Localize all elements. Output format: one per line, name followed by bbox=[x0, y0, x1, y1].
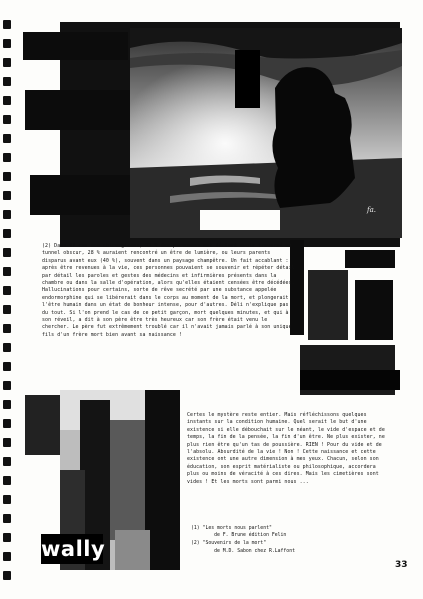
binding-hole bbox=[3, 305, 11, 314]
footnote-line: de F. Brune édition Felin bbox=[191, 533, 287, 538]
binding-hole bbox=[3, 229, 11, 238]
binding-hole bbox=[3, 552, 11, 561]
binding-hole bbox=[3, 77, 11, 86]
collage-black-block bbox=[355, 280, 393, 340]
page-number: 33 bbox=[395, 560, 408, 570]
binding-hole bbox=[3, 172, 11, 181]
binding-hole bbox=[3, 514, 11, 523]
collage-black-block bbox=[300, 370, 400, 390]
collage-black-block bbox=[308, 270, 348, 340]
sunset-sea-photo bbox=[130, 28, 402, 238]
binding-hole bbox=[3, 248, 11, 257]
author-name-label: wally bbox=[41, 534, 103, 564]
binding-hole bbox=[3, 39, 11, 48]
collage-black-block bbox=[23, 32, 128, 60]
binding-hole bbox=[3, 362, 11, 371]
collage-white-strip bbox=[200, 210, 280, 230]
binding-hole bbox=[3, 324, 11, 333]
footnote-line: (1) "Les morts nous parlent" bbox=[191, 526, 272, 531]
binding-hole bbox=[3, 495, 11, 504]
artist-signature: fa. bbox=[367, 206, 376, 214]
binding-hole bbox=[3, 343, 11, 352]
binding-hole bbox=[3, 134, 11, 143]
binding-hole bbox=[3, 20, 11, 29]
binding-hole bbox=[3, 533, 11, 542]
collage-black-block bbox=[345, 250, 395, 268]
binding-hole bbox=[3, 457, 11, 466]
binding-hole bbox=[3, 210, 11, 219]
article-paragraph-1: (2) Dans 61 cas non chirurgicaux, 23 % des personnes ont déclaré avoir traversé un tunnel obscur, 28 % auraient rencontré un être de lumière, ou leurs parents disparus avant eux (40 %), souvent dans un paysage champêtre. Un fait accablant : après être revenues à la vie, ces personnes pouvaient se souvenir et répéter détail par détail les paroles et gestes des médecins et infirmières présents dans la chambre ou dans la salle d'opération, alors qu'elles étaient censées être décédées. Hallucinations pour certains, sorte de rêve secrété par une substance appelée endormorphine qui se libérerait dans le corps au moment de la mort, et plongerait l'être humain dans un état de bonheur intense, pour d'autres. Déli n'explique pas du tout. Si l'on prend le cas de ce petit garçon, mort quelques minutes, et qui à son réveil, a dit à son père être très heureux car son frère était venu le chercher. Le père fut extrêmement troublé car il n'avait jamais parlé à son unique fils d'un frère mort bien avant sa naissance ! bbox=[42, 243, 298, 338]
binding-hole bbox=[3, 476, 11, 485]
binding-hole bbox=[3, 400, 11, 409]
article-paragraph-2: Certes le mystère reste entier. Mais réfléchissons quelques instants sur la condition humaine. Quel serait le but d'une existence si elle débouchait sur le néant, le vide d'espace et de temps, la fin de la pensée, la fin d'un être. Ne plus exister, ne plus rien être qu'un tas de poussière. RIEN ! Pour du vide et de l'absolu. Absurdité de la vie ! Non ! Cette naissance et cette existence ont une autre dimension à mes yeux. Chacun, selon son éducation, son esprit matérialiste ou philosophique, accordera plus ou moins de véracité à ces dires. Mais les cimetières sont vides ! Et les morts sont parmi nous ... bbox=[187, 412, 388, 485]
binding-hole bbox=[3, 419, 11, 428]
binding-hole bbox=[3, 153, 11, 162]
binding-hole bbox=[3, 286, 11, 295]
footnote-line: (2) "Souvenirs de la mort" bbox=[191, 541, 267, 546]
sunset-sea-illustration bbox=[130, 28, 402, 238]
binding-hole bbox=[3, 267, 11, 276]
binding-hole bbox=[3, 438, 11, 447]
binding-hole bbox=[3, 191, 11, 200]
binding-hole bbox=[3, 381, 11, 390]
binding-hole bbox=[3, 58, 11, 67]
binding-hole bbox=[3, 115, 11, 124]
spiral-binding bbox=[0, 0, 14, 599]
collage-black-block bbox=[25, 90, 140, 130]
binding-hole bbox=[3, 96, 11, 105]
footnote-line: de M.D. Sabon chez R.Laffont bbox=[191, 549, 295, 554]
binding-hole bbox=[3, 571, 11, 580]
